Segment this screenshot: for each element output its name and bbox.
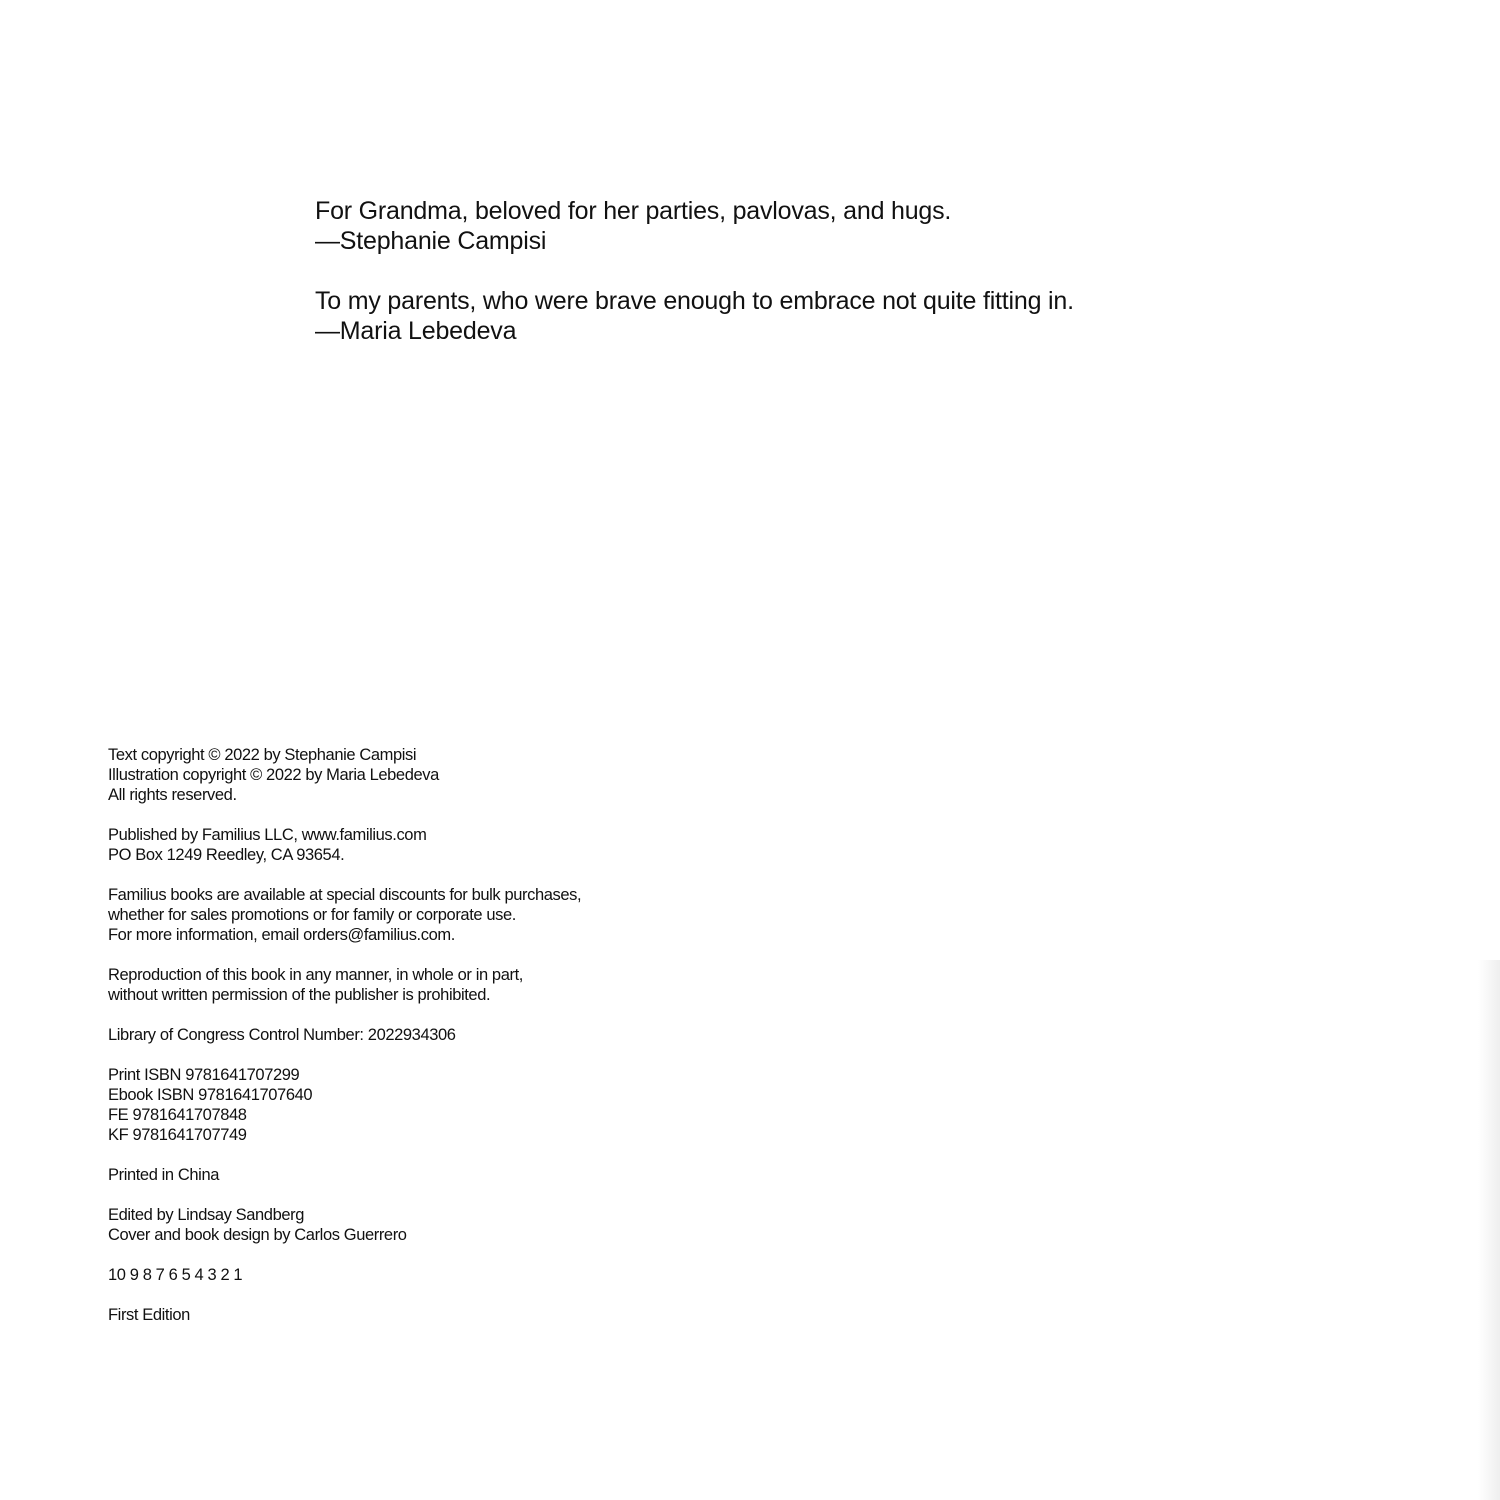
publisher-address-line: PO Box 1249 Reedley, CA 93654. [108,846,345,864]
isbn-line: KF 9781641707749 [108,1126,247,1144]
dedication-text: To my parents, who were brave enough to embrace not quite fitting in. [315,287,1074,315]
lccn-line: Library of Congress Control Number: 2022934306 [108,1026,456,1044]
credits-block [108,1205,808,1245]
illustration-copyright-line: Illustration copyright © 2022 by Maria Lebedeva [108,766,439,784]
reproduction-line: without written permission of the publisher is prohibited. [108,986,491,1004]
isbn-line: Ebook ISBN 9781641707640 [108,1086,313,1104]
sales-line: Familius books are available at special discounts for bulk purchases, [108,886,582,904]
copyright-section [108,745,808,1345]
design-credit-line: Cover and book design by Carlos Guerrero [108,1226,407,1244]
dedication-parents [315,286,1315,346]
edition-block [108,1305,808,1325]
publisher-block [108,825,808,865]
sales-line: For more information, email orders@familius.com. [108,926,455,944]
print-line-block [108,1265,808,1285]
printed-in-line: Printed in China [108,1166,220,1184]
publisher-line: Published by Familius LLC, www.familius.com [108,826,427,844]
editor-credit-line: Edited by Lindsay Sandberg [108,1206,304,1224]
printer-key-line: 10 9 8 7 6 5 4 3 2 1 [108,1266,243,1284]
edition-line: First Edition [108,1306,190,1324]
sales-block [108,885,808,945]
dedication-text: For Grandma, beloved for her parties, pavlovas, and hugs. [315,197,952,225]
sales-line: whether for sales promotions or for family or corporate use. [108,906,516,924]
dedication-attribution: —Maria Lebedeva [315,317,517,345]
printed-block [108,1165,808,1185]
isbn-block [108,1065,808,1145]
page-edge-shadow [1478,960,1500,1500]
dedication-section [315,196,1315,376]
reproduction-line: Reproduction of this book in any manner, in whole or in part, [108,966,523,984]
text-copyright-line: Text copyright © 2022 by Stephanie Campisi [108,746,417,764]
dedication-grandma [315,196,1315,256]
isbn-line: FE 9781641707848 [108,1106,247,1124]
isbn-line: Print ISBN 9781641707299 [108,1066,300,1084]
reproduction-block [108,965,808,1005]
dedication-attribution: —Stephanie Campisi [315,227,547,255]
rights-block [108,745,808,805]
rights-reserved-line: All rights reserved. [108,786,237,804]
lccn-block [108,1025,808,1045]
